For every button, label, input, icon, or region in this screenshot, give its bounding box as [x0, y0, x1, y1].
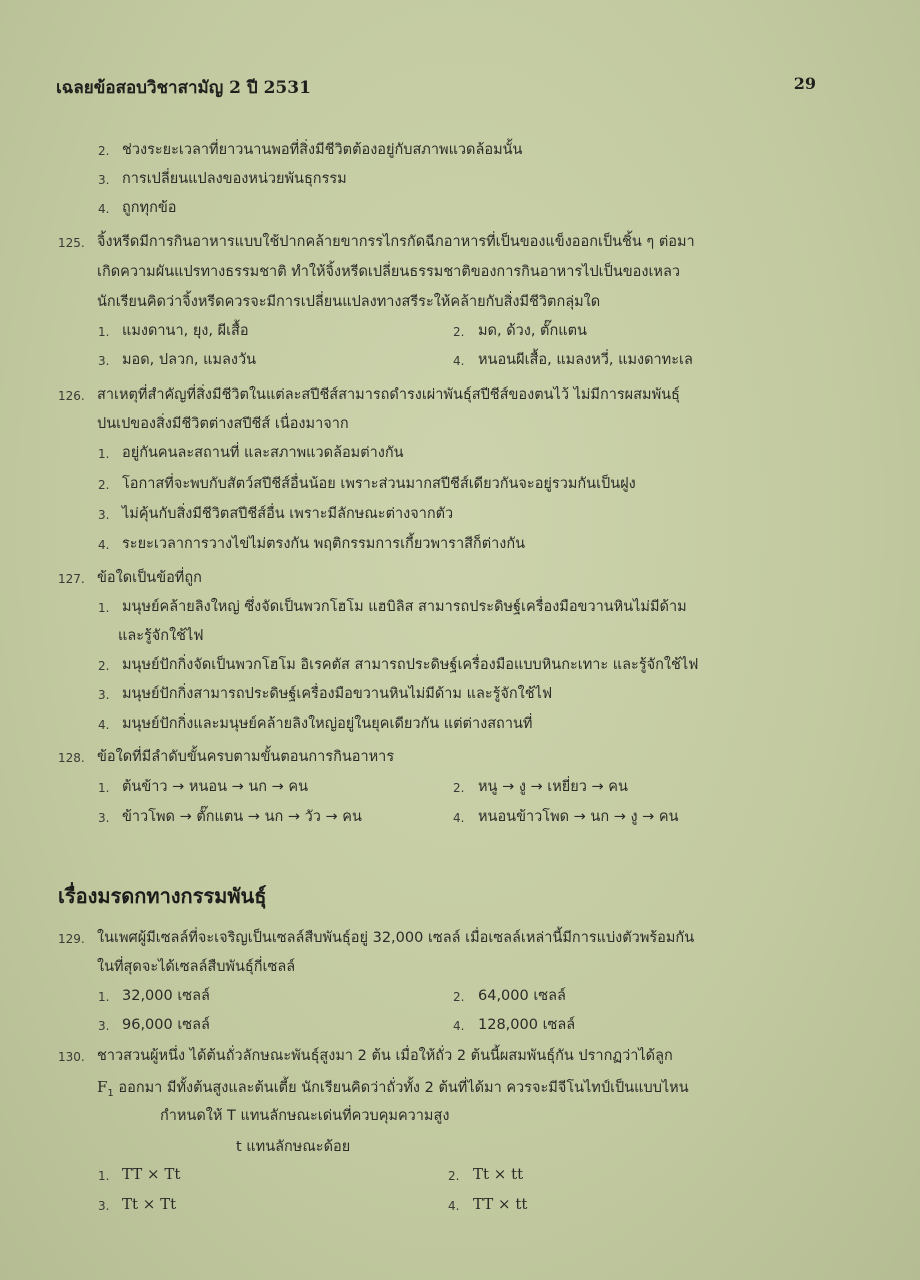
choice-number: 4. — [453, 811, 465, 825]
q128-choice-4: หนอนข้าวโพด → นก → งู → คน — [478, 809, 679, 825]
choice-number: 2. — [98, 144, 110, 158]
choice-number: 3. — [98, 811, 110, 825]
f1-letter: F — [97, 1078, 108, 1096]
q128-choice-1: ต้นข้าว → หนอน → นก → คน — [122, 779, 309, 795]
choice-number: 2. — [453, 781, 465, 795]
choice-number: 2. — [453, 325, 465, 339]
q129-stem-line2: ในที่สุดจะได้เซลล์สืบพันธุ์กี่เซลล์ — [97, 959, 296, 975]
choice-number: 3. — [98, 1199, 110, 1213]
choice-number: 1. — [98, 781, 110, 795]
choice-number: 3. — [98, 1019, 110, 1033]
q126-stem-line2: ปนเปของสิ่งมีชีวิตต่างสปีชีส์ เนื่องมาจาก — [97, 416, 349, 432]
q130-choice-4: TT × tt — [473, 1195, 528, 1213]
q125-stem-line2: เกิดความผันแปรทางธรรมชาติ ทำให้จิ้งหรีดเปลี่ยนธรรมชาติของการกินอาหารไปเป็นของเหลว — [97, 264, 680, 280]
q127-choice-1-line2: และรู้จักใช้ไฟ — [118, 628, 204, 644]
q129-choice-2: 64,000 เซลล์ — [478, 988, 566, 1004]
choice-number: 3. — [98, 354, 110, 368]
q130-choice-1: TT × Tt — [122, 1165, 181, 1183]
q130-note-2: t แทนลักษณะด้อย — [236, 1139, 351, 1155]
choice-number: 2. — [98, 478, 110, 492]
q130-stem-line2 — [97, 1077, 689, 1104]
choice-number: 4. — [98, 718, 110, 732]
f1-subscript: 1 — [107, 1088, 114, 1099]
page-number: 29 — [793, 74, 816, 93]
q126-choice-2: โอกาสที่จะพบกับสัตว์สปีชีส์อื่นน้อย เพราะส่วนมากสปีชีส์เดียวกันจะอยู่รวมกันเป็นฝูง — [122, 476, 636, 492]
q129-choice-1: 32,000 เซลล์ — [122, 988, 210, 1004]
q130-note-1: กำหนดให้ T แทนลักษณะเด่นที่ควบคุมความสูง — [160, 1108, 450, 1124]
q125-choice-1: แมงดานา, ยุง, ผีเสื้อ — [122, 323, 249, 339]
q129-choice-3: 96,000 เซลล์ — [122, 1017, 210, 1033]
choice-number: 1. — [98, 601, 110, 615]
question-number: 130. — [58, 1050, 85, 1064]
q125-stem-line3: นักเรียนคิดว่าจิ้งหรีดควรจะมีการเปลี่ยนแปลงทางสรีระให้คล้ายกับสิ่งมีชีวิตกลุ่มใด — [97, 294, 601, 310]
question-number: 128. — [58, 751, 85, 765]
q130-stem-line1: ชาวสวนผู้หนึ่ง ได้ต้นถั่วลักษณะพันธุ์สูงมา 2 ต้น เมื่อให้ถั่ว 2 ต้นนี้ผสมพันธุ์กัน ปรากฏว่าได้ลูก — [97, 1048, 673, 1064]
q130-stem-line2-text: ออกมา มีทั้งต้นสูงและต้นเตี้ย นักเรียนคิดว่าถั่วทั้ง 2 ต้นที่ได้มา ควรจะมีจีโนไทป์เป็นแบบไหน — [113, 1080, 689, 1096]
q127-choice-2: มนุษย์ปักกิ่งจัดเป็นพวกโฮโม อิเรคตัส สามารถประดิษฐ์เครื่องมือแบบหินกะเทาะ และรู้จักใช้ไฟ — [122, 657, 699, 673]
q130-choice-3: Tt × Tt — [122, 1195, 177, 1213]
q127-stem: ข้อใดเป็นข้อที่ถูก — [97, 570, 202, 586]
choice-number: 3. — [98, 173, 110, 187]
choice-number: 4. — [98, 202, 110, 216]
choice-number: 1. — [98, 447, 110, 461]
choice-number: 4. — [98, 538, 110, 552]
header-title: เฉลยข้อสอบวิชาสามัญ 2 ปี 2531 — [56, 78, 311, 98]
q128-stem: ข้อใดที่มีลำดับขั้นครบตามขั้นตอนการกินอาหาร — [97, 749, 395, 765]
q124-choice-3: การเปลี่ยนแปลงของหน่วยพันธุกรรม — [122, 171, 347, 187]
q130-choice-2: Tt × tt — [473, 1165, 524, 1183]
q129-stem-line1: ในเพศผู้มีเซลล์ที่จะเจริญเป็นเซลล์สืบพันธุ์อยู่ 32,000 เซลล์ เมื่อเซลล์เหล่านี้มีการแบ่งตัวพร้อมกัน — [97, 930, 695, 946]
question-number: 127. — [58, 572, 85, 586]
choice-number: 1. — [98, 990, 110, 1004]
q124-choice-4: ถูกทุกข้อ — [122, 200, 177, 216]
choice-number: 2. — [98, 659, 110, 673]
choice-number: 2. — [453, 990, 465, 1004]
q124-choice-2: ช่วงระยะเวลาที่ยาวนานพอที่สิ่งมีชีวิตต้องอยู่กับสภาพแวดล้อมนั้น — [122, 142, 523, 158]
question-number: 126. — [58, 389, 85, 403]
q125-choice-2: มด, ด้วง, ตั๊กแตน — [478, 323, 587, 339]
q128-choice-3: ข้าวโพด → ตั๊กแตน → นก → วัว → คน — [122, 809, 362, 825]
choice-number: 3. — [98, 508, 110, 522]
choice-number: 3. — [98, 688, 110, 702]
question-number: 129. — [58, 932, 85, 946]
question-number: 125. — [58, 236, 85, 250]
q127-choice-1-line1: มนุษย์คล้ายลิงใหญ่ ซึ่งจัดเป็นพวกโฮโม แฮบิลิส สามารถประดิษฐ์เครื่องมือขวานหินไม่มีด้าม — [122, 599, 687, 615]
choice-number: 4. — [453, 354, 465, 368]
page-header — [56, 74, 816, 100]
section-title: เรื่องมรดกทางกรรมพันธุ์ — [58, 884, 267, 908]
q126-stem-line1: สาเหตุที่สำคัญที่สิ่งมีชีวิตในแต่ละสปีชีส์สามารถดำรงเผ่าพันธุ์สปีชีส์ของตนไว้ ไม่มีการผสมพันธุ์ — [97, 387, 680, 403]
q125-choice-3: มอด, ปลวก, แมลงวัน — [122, 352, 257, 368]
choice-number: 1. — [98, 325, 110, 339]
q126-choice-1: อยู่กันคนละสถานที่ และสภาพแวดล้อมต่างกัน — [122, 445, 404, 461]
q129-choice-4: 128,000 เซลล์ — [478, 1017, 576, 1033]
choice-number: 1. — [98, 1169, 110, 1183]
q127-choice-4: มนุษย์ปักกิ่งและมนุษย์คล้ายลิงใหญ่อยู่ในยุคเดียวกัน แต่ต่างสถานที่ — [122, 716, 533, 732]
q125-choice-4: หนอนผีเสื้อ, แมลงหวี่, แมงดาทะเล — [478, 352, 693, 368]
choice-number: 4. — [448, 1199, 460, 1213]
q128-choice-2: หนู → งู → เหยี่ยว → คน — [478, 779, 628, 795]
q125-stem-line1: จิ้งหรีดมีการกินอาหารแบบใช้ปากคล้ายขากรรไกรกัดฉีกอาหารที่เป็นของแข็งออกเป็นชิ้น ๆ ต่อมา — [97, 234, 695, 250]
q127-choice-3: มนุษย์ปักกิ่งสามารถประดิษฐ์เครื่องมือขวานหินไม่มีด้าม และรู้จักใช้ไฟ — [122, 686, 553, 702]
choice-number: 4. — [453, 1019, 465, 1033]
q126-choice-4: ระยะเวลาการวางไข่ไม่ตรงกัน พฤติกรรมการเกี้ยวพาราสีก็ต่างกัน — [122, 536, 526, 552]
choice-number: 2. — [448, 1169, 460, 1183]
q126-choice-3: ไม่คุ้นกับสิ่งมีชีวิตสปีชีส์อื่น เพราะมีลักษณะต่างจากตัว — [122, 506, 454, 522]
